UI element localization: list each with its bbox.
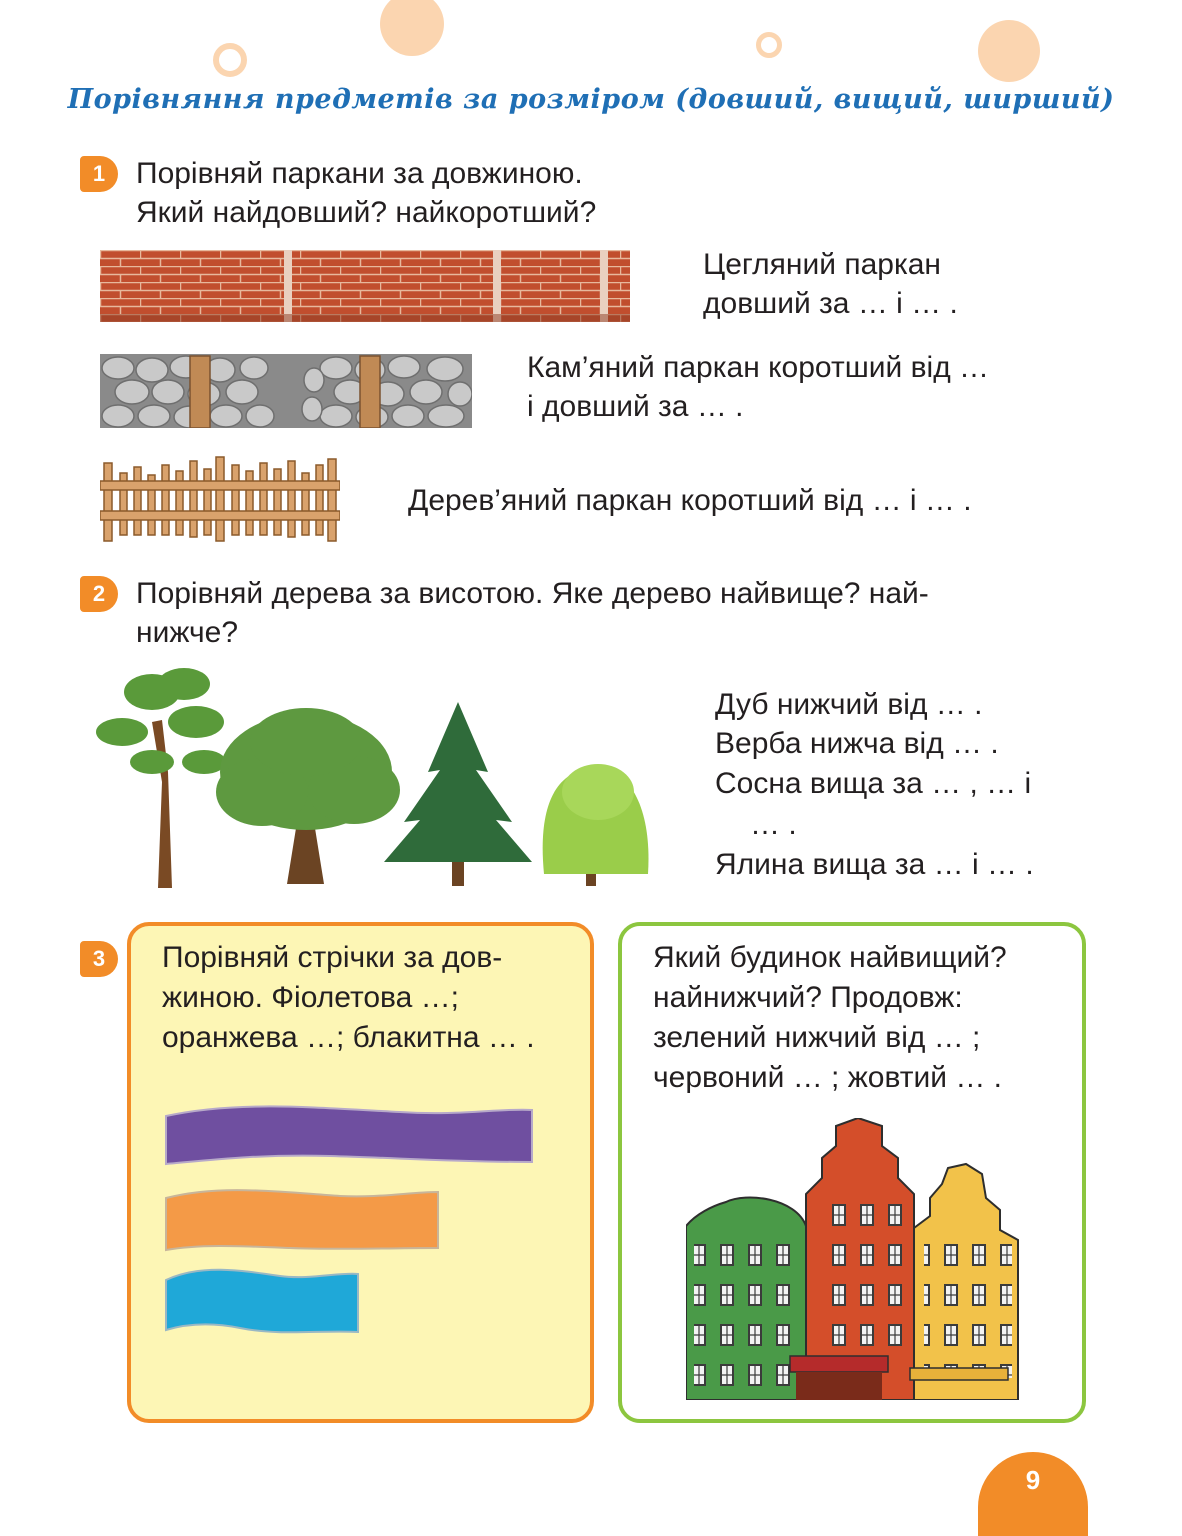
task2-statement-4: Ялина вища за … і … . [715, 848, 1034, 881]
pine-tree-image [96, 668, 226, 888]
ribbons-illustration [160, 1100, 540, 1350]
task2-statement-2: Верба нижча від … . [715, 727, 999, 760]
red-house [790, 1118, 914, 1400]
houses-text-4: червоний … ; жовтий … . [653, 1061, 1002, 1094]
stone-fence-image [100, 354, 472, 428]
orange-ribbon [166, 1190, 438, 1250]
wooden-fence-text: Дерев’яний паркан коротший від … і … . [408, 484, 972, 517]
task-number-1: 1 [80, 156, 118, 192]
houses-text-2: найнижчий? Продовж: [653, 981, 963, 1014]
task2-statement-3: Сосна вища за … , … і [715, 767, 1032, 800]
wooden-fence-image [100, 455, 340, 543]
page-title: Порівняння предметів за розміром (довший, вищий, ширший) [67, 84, 1115, 115]
decor-circle [978, 20, 1040, 82]
spruce-tree-image [384, 702, 532, 886]
brick-fence-text-2: довший за … і … . [703, 287, 958, 320]
stone-fence-text-2: і довший за … . [527, 390, 744, 423]
stone-fence-text-1: Кам’яний паркан коротший від … [527, 351, 990, 384]
brick-fence-text-1: Цегляний паркан [703, 248, 941, 281]
task-number-3: 3 [80, 941, 118, 977]
blue-ribbon [166, 1270, 358, 1333]
decor-ring [213, 43, 247, 77]
violet-ribbon [166, 1106, 532, 1164]
task2-statement-3b: … . [750, 808, 797, 841]
oak-tree-image [216, 708, 400, 884]
decor-ring [756, 32, 782, 58]
page-number: 9 [978, 1452, 1088, 1536]
ribbons-text-1: Порівняй стрічки за дов- [162, 941, 503, 974]
task2-statement-1: Дуб нижчий від … . [715, 688, 983, 721]
houses-text-1: Який будинок найвищий? [653, 941, 1007, 974]
houses-illustration [686, 1118, 1022, 1400]
trees-illustration [92, 662, 662, 890]
task2-line2: нижче? [136, 616, 239, 649]
green-house [686, 1197, 806, 1400]
houses-text-3: зелений нижчий від … ; [653, 1021, 981, 1054]
willow-tree-image [543, 764, 649, 886]
task1-line1: Порівняй паркани за довжиною. [136, 157, 583, 190]
yellow-house [910, 1164, 1018, 1400]
decor-circle [380, 0, 444, 56]
task1-line2: Який найдовший? найкоротший? [136, 196, 597, 229]
task2-line1: Порівняй дерева за висотою. Яке дерево найвище? най- [136, 577, 929, 610]
ribbons-text-2: жиною. Фіолетова …; [162, 981, 459, 1014]
brick-fence-image [100, 250, 630, 322]
ribbons-text-3: оранжева …; блакитна … . [162, 1021, 535, 1054]
task-number-2: 2 [80, 576, 118, 612]
